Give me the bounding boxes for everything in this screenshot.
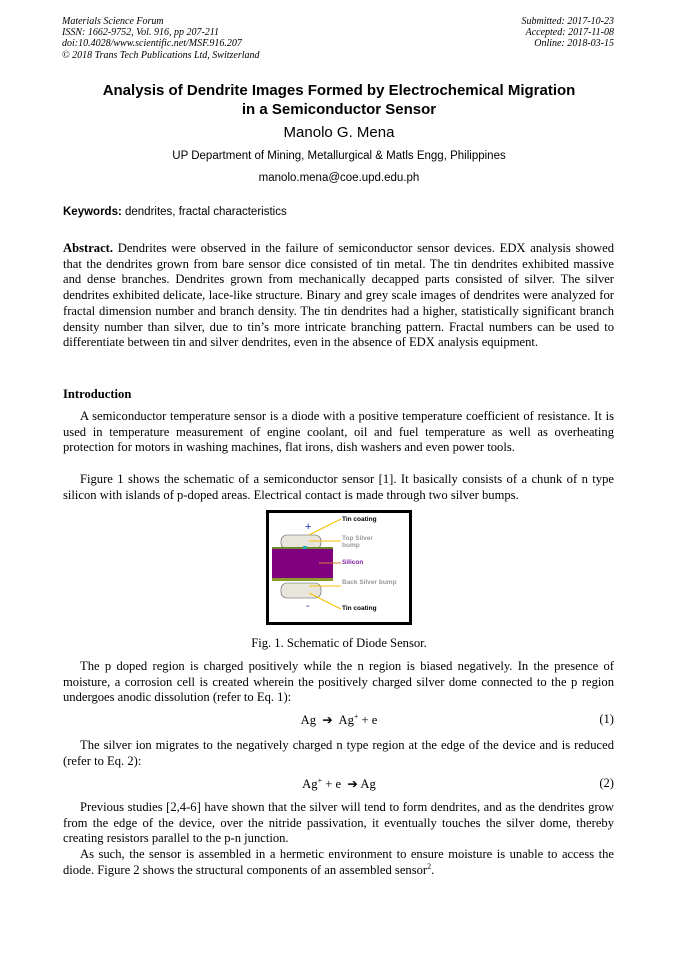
paragraph-4: The silver ion migrates to the negatively charged n type region at the edge of the device and is reduced (refer to Eq. 2): (63, 738, 614, 768)
eq2-sup: + (317, 776, 323, 785)
issn: ISSN: 1662-9752, Vol. 916, pp 207-211 (62, 27, 220, 39)
figure-1-schematic (266, 510, 412, 625)
eq1-left: Ag (300, 713, 316, 727)
equation-1-number: (1) (599, 712, 614, 726)
equation-2-number: (2) (599, 776, 614, 790)
keywords (63, 206, 287, 218)
eq1-sup: + (353, 712, 359, 721)
paragraph-6-end: . (431, 862, 435, 877)
paragraph-6-text: As such, the sensor is assembled in a hermetic environment to ensure moisture is unable to access the diode. Figure 2 shows the structural components of an assembled sensor (63, 847, 614, 877)
abstract (63, 241, 614, 351)
eq1-tail: + e (358, 713, 378, 727)
arrow-icon: ➔ (322, 713, 333, 727)
copyright: © 2018 Trans Tech Publications Ltd, Switzerland (62, 49, 260, 61)
arrow-icon: ➔ (347, 777, 358, 791)
abstract-label: Abstract. (63, 241, 114, 255)
label-tin-bottom: Tin coating (342, 605, 377, 612)
journal-name: Materials Science Forum (62, 16, 164, 27)
label-back-bump: Back Silver bump (342, 579, 397, 586)
paragraph-1: A semiconductor temperature sensor is a diode with a positive temperature coefficient of resistance. It is used in temperature measurement of engine coolant, oil and fuel temperature as well as overheating protection for motors in washing machines, flat irons, dish washers and even power tools. (63, 409, 614, 455)
equation-2 (0, 776, 678, 792)
online-date: Online: 2018-03-15 (534, 38, 614, 50)
affiliation: UP Department of Mining, Metallurgical & Matls Engg, Philippines (172, 150, 506, 162)
paper-title (0, 81, 678, 119)
footnote-ref: 2 (427, 861, 432, 871)
intro-heading: Introduction (63, 387, 132, 401)
paragraph-2: Figure 1 shows the schematic of a semiconductor sensor [1]. It basically consists of a chunk of n type silicon with islands of p-doped areas. Electrical contact is made through two silver bumps. (63, 472, 614, 502)
paragraph-3: The p doped region is charged positively while the n region is biased negatively. In the presence of moisture, a corrosion cell is created wherein the positively charged silver dome connected to the p region undergoes anodic dissolution (refer to Eq. 1): (63, 659, 614, 705)
paragraph-5: Previous studies [2,4-6] have shown that the silver will tend to form dendrites, and as the dendrites grow from the edge of the device, over the nitride passivation, it eventually touches the silver dome, thereby creating resistors parallel to the p-n junction. (63, 800, 614, 846)
title-line-1: Analysis of Dendrite Images Formed by Electrochemical Migration (102, 82, 576, 99)
title-line-2: in a Semiconductor Sensor (241, 101, 437, 118)
email: manolo.mena@coe.upd.edu.ph (258, 172, 420, 184)
keywords-text: dendrites, fractal characteristics (125, 206, 287, 218)
abstract-text: Dendrites were observed in the failure of semiconductor sensor devices. EDX analysis showed that the dendrites grown from bare sensor dice consisted of tin metal. The tin dendrites exhibited massive and dense branches. Dendrites grown from mechanically decapped parts consisted of silver. The silver dendrites exhibited delicate, lace-like structure. Binary and grey scale images of dendrites were analyzed for fractal dimension number and branch density. The tin dendrites had a higher, statistically significant branch density number than silver, due to tin’s more intricate branching pattern. Fractal numbers can be used to differentiate between tin and silver dendrites, even in the absence of EDX analysis equipment. (63, 241, 614, 350)
author: Manolo G. Mena (283, 124, 395, 141)
eq1-right: Ag (338, 713, 354, 727)
eq2-left: Ag (302, 777, 318, 791)
doi: doi:10.4028/www.scientific.net/MSF.916.207 (62, 38, 242, 50)
equation-1 (0, 712, 678, 728)
paragraph-6 (63, 847, 614, 878)
label-tin-top: Tin coating (342, 516, 377, 523)
eq2-mid: + e (322, 777, 345, 791)
submitted-date: Submitted: 2017-10-23 (521, 16, 614, 27)
keywords-label: Keywords: (63, 206, 122, 218)
accepted-date: Accepted: 2017-11-08 (525, 27, 614, 39)
eq2-right: Ag (357, 777, 376, 791)
minus-sign: - (306, 600, 310, 612)
figure-caption: Fig. 1. Schematic of Diode Sensor. (251, 636, 427, 650)
dates (522, 16, 615, 50)
label-top-bump: Top Silver bump (342, 535, 373, 549)
journal-info (62, 16, 260, 61)
plus-sign: + (305, 521, 312, 533)
label-silicon: Silicon (342, 559, 364, 566)
